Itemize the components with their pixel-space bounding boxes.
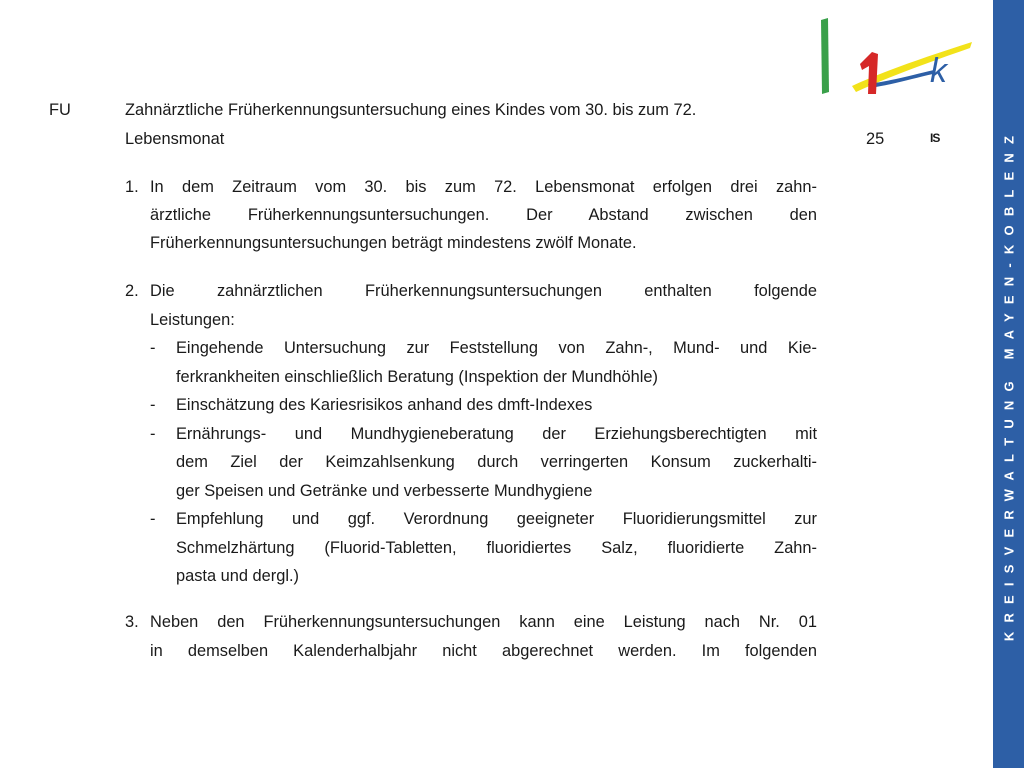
district-logo bbox=[812, 14, 982, 96]
item-1-line-2: ärztliche Früherkennungsuntersuchungen. Der Abstand zwischen den bbox=[150, 206, 817, 224]
bullet-4-line-3: pasta und dergl.) bbox=[176, 567, 300, 585]
bullet-dash: - bbox=[150, 396, 156, 414]
bullet-3-line-2: dem Ziel der Keimzahlsenkung durch verringerten Konsum zuckerhalti- bbox=[176, 453, 817, 471]
bullet-1-line-1: Eingehende Untersuchung zur Feststellung von Zahn-, Mund- und Kie- bbox=[176, 339, 817, 357]
item-2-line-2: Leistungen: bbox=[150, 311, 235, 329]
logo-graphic bbox=[812, 14, 982, 96]
item-number: 3. bbox=[125, 613, 139, 631]
section-code: FU bbox=[49, 101, 71, 119]
bullet-3-line-1: Ernährungs- und Mundhygieneberatung der Erziehungsberechtigten mit bbox=[176, 425, 817, 443]
bullet-dash: - bbox=[150, 510, 156, 528]
item-3-line-2: in demselben Kalenderhalbjahr nicht abgerechnet werden. Im folgenden bbox=[150, 642, 817, 660]
item-number: 1. bbox=[125, 178, 139, 196]
bullet-1-line-2: ferkrankheiten einschließlich Beratung (Inspektion der Mundhöhle) bbox=[176, 368, 658, 386]
cutoff-text-fragment: IS bbox=[930, 131, 940, 145]
bullet-4-line-1: Empfehlung und ggf. Verordnung geeigneter Fluoridierungsmittel zur bbox=[176, 510, 817, 528]
bullet-2-line-1: Einschätzung des Kariesrisikos anhand des dmft-Indexes bbox=[176, 396, 593, 414]
bullet-3-line-3: ger Speisen und Getränke und verbesserte Mundhygiene bbox=[176, 482, 593, 500]
item-3-line-1: Neben den Früherkennungsuntersuchungen kann eine Leistung nach Nr. 01 bbox=[150, 613, 817, 631]
side-band bbox=[993, 0, 1024, 768]
bullet-dash: - bbox=[150, 425, 156, 443]
section-title-line-2: Lebensmonat bbox=[125, 130, 225, 148]
section-title-line-1: Zahnärztliche Früherkennungsuntersuchung eines Kindes vom 30. bis zum 72. bbox=[125, 101, 697, 119]
page-number: 25 bbox=[866, 130, 885, 148]
item-1-line-1: In dem Zeitraum vom 30. bis zum 72. Lebensmonat erfolgen drei zahn- bbox=[150, 178, 817, 196]
logo-letter: k bbox=[930, 52, 947, 90]
item-2-line-1: Die zahnärztlichen Früherkennungsuntersuchungen enthalten folgende bbox=[150, 282, 817, 300]
bullet-4-line-2: Schmelzhärtung (Fluorid-Tabletten, fluoridiertes Salz, fluoridierte Zahn- bbox=[176, 539, 817, 557]
bullet-dash: - bbox=[150, 339, 156, 357]
page-edge bbox=[812, 94, 982, 98]
item-1-line-3: Früherkennungsuntersuchungen beträgt mindestens zwölf Monate. bbox=[150, 234, 637, 252]
item-number: 2. bbox=[125, 282, 139, 300]
side-band-label: KREISVERWALTUNG MAYEN-KOBLENZ bbox=[1001, 126, 1016, 642]
